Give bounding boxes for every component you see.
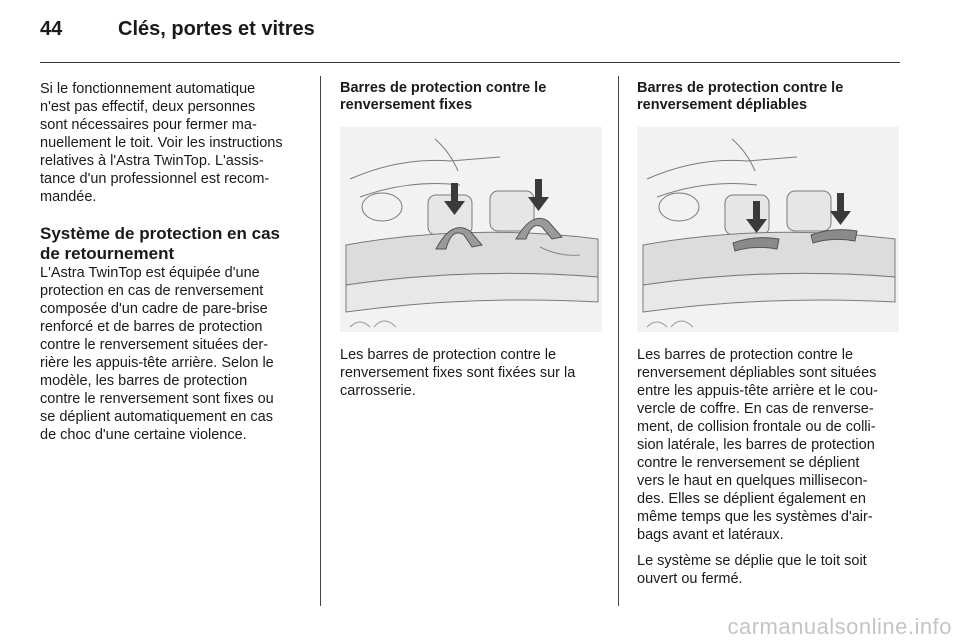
section-paragraph: L'Astra TwinTop est équipée d'une protection en cas de renversement composée d'un cadre de pare-brise renforcé et de barres de protection contre le renversement situées der- rière les appuis-tête arrière. Selon le modèle, les barres de protection contre le renversement sont fixes ou se déplient automatiquement en cas de choc d'une certaine violence. (40, 265, 274, 443)
column-2 (340, 80, 602, 114)
section-heading: Système de protection en cas de retournement (40, 224, 280, 263)
fixed-bars-heading: Barres de protection contre le renversement fixes (340, 80, 547, 113)
folding-roll-bars-illustration (637, 127, 899, 332)
fixed-bars-caption: Les barres de protection contre le renversement fixes sont fixées sur la carrosserie. (340, 347, 576, 399)
down-arrow-icon (830, 193, 851, 225)
column-3-caption (637, 346, 902, 588)
fixed-roll-bars-illustration (340, 127, 602, 332)
column-divider (320, 76, 321, 606)
column-divider (618, 76, 619, 606)
page-number: 44 (40, 18, 63, 40)
header-rule (40, 62, 900, 63)
car-rear-seat-drawing (637, 127, 899, 332)
page-title: Clés, portes et vitres (118, 18, 315, 40)
folding-bars-caption-2: Le système se déplie que le toit soit ouvert ou fermé. (637, 553, 867, 587)
intro-paragraph: Si le fonctionnement automatique n'est pas effectif, deux personnes sont nécessaires pour fermer ma- nuellement le toit. Voir les instructions relatives à l'Astra TwinTop. L'assis- tance d'un professionnel est recom- mandée. (40, 81, 283, 205)
column-2-caption (340, 346, 602, 400)
car-rear-seat-drawing (340, 127, 602, 332)
folding-bars-heading: Barres de protection contre le renversement dépliables (637, 80, 844, 113)
watermark: carmanualsonline.info (727, 614, 952, 639)
folding-bars-caption: Les barres de protection contre le renversement dépliables sont situées entre les appuis-tête arrière et le cou- vercle de coffre. En cas de renverse- ment, de collision frontale ou de colli- sion latérale, les barres de protection contre le renversement se déplient vers le haut en quelques millisecon- des. Elles se déplient également en même temps que les systèmes d'air- bags avant et latéraux. (637, 347, 878, 543)
column-1 (40, 80, 306, 444)
column-3 (637, 80, 902, 114)
